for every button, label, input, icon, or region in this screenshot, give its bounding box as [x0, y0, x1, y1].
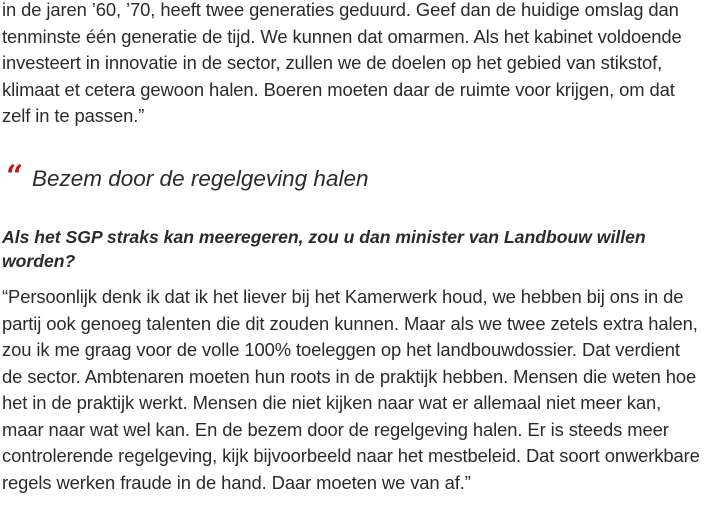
pullquote: [6, 159, 369, 194]
article-paragraph: in de jaren ’60, ’70, heeft twee generaties geduurd. Geef dan de huidige omslag dan tenminste één generatie de tijd. We kunnen dat omarmen. Als het kabinet voldoende investeert in innovatie in de sector, zullen we de doelen op het gebied van stikstof, klimaat et cetera gewoon halen. Boeren moeten daar de ruimte voor krijgen, om dat zelf in te passen.”: [2, 0, 682, 126]
article-paragraph: “Persoonlijk denk ik dat ik het liever bij het Kamerwerk houd, we hebben bij ons in de partij ook genoeg talenten die dit zouden kunnen. Maar als we twee zetels extra halen, zou ik me graag voor de volle 100% toeleggen op het landbouwdossier. Dat verdient de sector. Ambtenaren moeten hun roots in de praktijk hebben. Mensen die weten hoe het in de praktijk werkt. Mensen die niet kijken naar wat er allemaal niet meer kan, maar naar wat wel kan. En de bezem door de regelgeving halen. Er is steeds meer controlerende regelgeving, kijk bijvoorbeeld naar het mestbeleid. Dat soort onwerkbare regels werken fraude in de hand. Daar moeten we van af.”: [2, 286, 700, 493]
quote-mark-icon: “: [6, 159, 24, 194]
pullquote-text: Bezem door de regelgeving halen: [32, 166, 369, 191]
interview-question: Als het SGP straks kan meeregeren, zou u dan minister van Landbouw willen worden?: [2, 227, 646, 271]
